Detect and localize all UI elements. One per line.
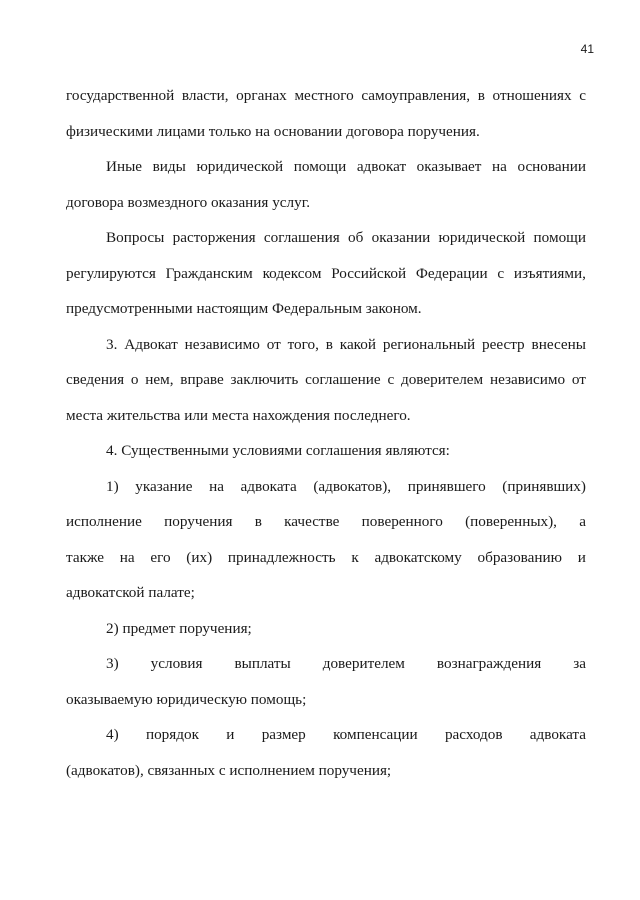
text-line: договора возмездного оказания услуг. [66, 193, 311, 211]
text-line: места жительства или места нахождения последнего. [66, 406, 411, 424]
text-line: (адвокатов), связанных с исполнением поручения; [66, 761, 392, 779]
text-line: Вопросы расторжения соглашения об оказании юридической помощи [106, 229, 586, 246]
page-number: 41 [580, 42, 594, 56]
text-line: 3) условия выплаты доверителем вознаграждения за [106, 655, 586, 672]
text-line: предусмотренными настоящим Федеральным законом. [66, 300, 422, 317]
text-line: 4) порядок и размер компенсации расходов адвоката [106, 726, 586, 743]
text-line: оказываемую юридическую помощь; [66, 690, 307, 708]
text-line: исполнение поручения в качестве поверенного (поверенных), а [66, 513, 586, 530]
text-line: 2) предмет поручения; [106, 619, 252, 637]
text-line: 1) указание на адвоката (адвокатов), принявшего (принявших) [106, 477, 586, 495]
text-line: сведения о нем, вправе заключить соглашение с доверителем независимо от [66, 371, 586, 388]
text-line: Иные виды юридической помощи адвокат оказывает на основании [106, 158, 586, 175]
text-line: также на его (их) принадлежность к адвокатскому образованию и [66, 548, 586, 566]
document-body [66, 78, 586, 788]
text-line: 4. Существенными условиями соглашения являются: [106, 442, 450, 459]
text-line: регулируются Гражданским кодексом Российской Федерации с изъятиями, [66, 264, 586, 282]
text-line: 3. Адвокат независимо от того, в какой региональный реестр внесены [106, 335, 586, 353]
text-line: адвокатской палате; [66, 584, 195, 601]
text-line: физическими лицами только на основании договора поручения. [66, 122, 480, 140]
text-line: государственной власти, органах местного самоуправления, в отношениях с [66, 87, 586, 104]
